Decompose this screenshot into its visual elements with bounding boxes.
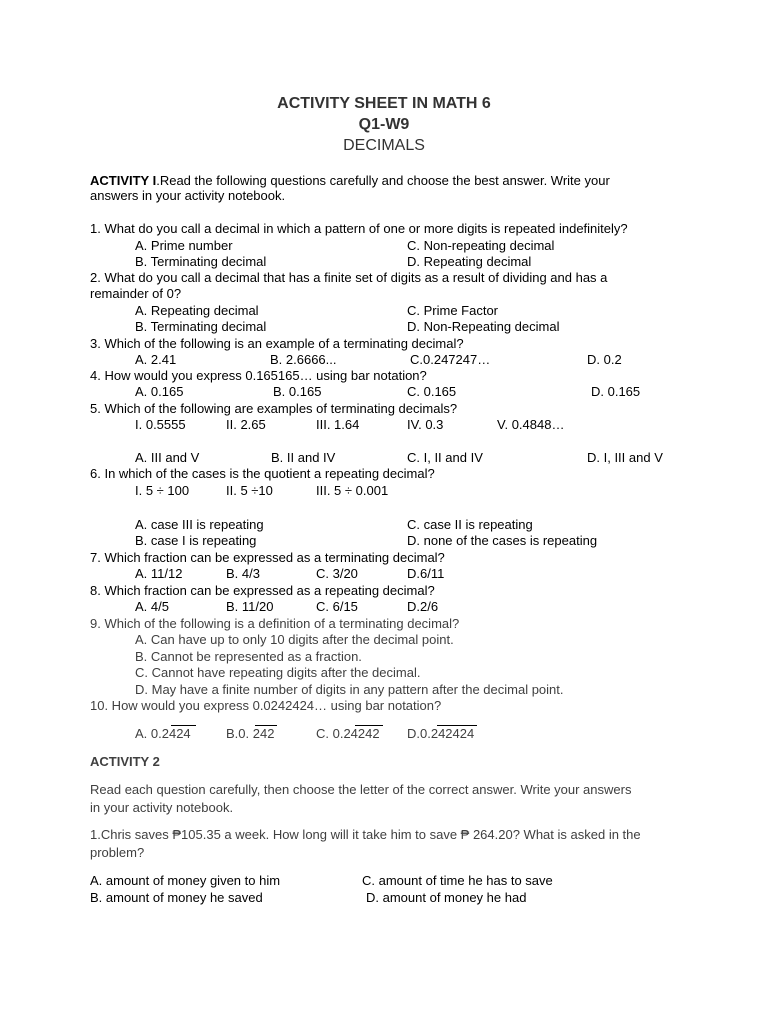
q2-text-line2: remainder of 0? [90,286,182,301]
q8-option-d: D.2/6 [407,599,439,614]
q10-option-a: A. 0.2424 [135,726,191,741]
q4-text: 4. How would you express 0.165165… using bar notation? [90,368,427,383]
q10-a-overbar [171,725,196,726]
q5-option-d: D. I, III and V [587,450,663,465]
activity1-instructions-line2: answers in your activity notebook. [90,188,286,203]
q6-text: 6. In which of the cases is the quotient a repeating decimal? [90,466,435,481]
q10-option-d: D.0.242424 [407,726,475,741]
q9-option-d: D. May have a finite number of digits in any pattern after the decimal point. [135,682,564,697]
activity2-q1-option-c: C. amount of time he has to save [362,873,553,888]
activity1-instructions: ACTIVITY I.Read the following questions carefully and choose the best answer. Write your [90,173,610,188]
q2-option-d: D. Non-Repeating decimal [407,319,560,334]
q8-option-b: B. 11/20 [226,599,274,614]
q2-text: 2. What do you call a decimal that has a finite set of digits as a result of dividing and has a [90,270,608,285]
q7-option-c: C. 3/20 [316,566,358,581]
q10-b-overbar [255,725,277,726]
q1-option-b: B. Terminating decimal [135,254,267,269]
q1-text: 1. What do you call a decimal in which a pattern of one or more digits is repeated indefinitely? [90,221,628,236]
q1-option-a: A. Prime number [135,238,233,253]
q4-option-a: A. 0.165 [135,384,184,399]
q5-option-c: C. I, II and IV [407,450,483,465]
q5-item-iv: IV. 0.3 [407,417,444,432]
q10-text: 10. How would you express 0.0242424… using bar notation? [90,698,442,713]
q5-option-b: B. II and IV [271,450,336,465]
q7-option-d: D.6/11 [407,566,445,581]
q8-text: 8. Which fraction can be expressed as a repeating decimal? [90,583,435,598]
sheet-code: Q1-W9 [358,116,410,133]
q10-option-c: C. 0.24242 [316,726,380,741]
q4-option-b: B. 0.165 [273,384,322,399]
q5-option-a: A. III and V [135,450,200,465]
q9-option-b: B. Cannot be represented as a fraction. [135,649,362,664]
q3-option-d: D. 0.2 [587,352,622,367]
q7-option-a: A. 11/12 [135,566,183,581]
q7-option-b: B. 4/3 [226,566,260,581]
q6-option-a: A. case III is repeating [135,517,264,532]
q5-item-v: V. 0.4848… [497,417,565,432]
q2-option-b: B. Terminating decimal [135,319,267,334]
activity2-q1-option-d: D. amount of money he had [366,890,527,905]
q5-item-iii: III. 1.64 [316,417,360,432]
q2-option-c: C. Prime Factor [407,303,499,318]
q5-item-ii: II. 2.65 [226,417,266,432]
q10-c-overbar [355,725,383,726]
q2-option-a: A. Repeating decimal [135,303,259,318]
sheet-topic: DECIMALS [343,137,425,154]
q3-option-b: B. 2.6666... [270,352,337,367]
q9-text: 9. Which of the following is a definition of a terminating decimal? [90,616,460,631]
q10-option-b: B.0. 242 [226,726,275,741]
q7-text: 7. Which fraction can be expressed as a terminating decimal? [90,550,445,565]
q3-text: 3. Which of the following is an example of a terminating decimal? [90,336,464,351]
q4-option-d: D. 0.165 [591,384,641,399]
activity1-label: ACTIVITY I [90,173,157,188]
q6-option-b: B. case I is repeating [135,533,257,548]
q6-option-d: D. none of the cases is repeating [407,533,598,548]
q6-case-i: I. 5 ÷ 100 [135,483,190,498]
q10-d-overbar [437,725,477,726]
q9-option-c: C. Cannot have repeating digits after the decimal. [135,665,421,680]
q3-option-c: C.0.247247… [410,352,491,367]
q6-option-c: C. case II is repeating [407,517,533,532]
q3-option-a: A. 2.41 [135,352,177,367]
activity2-q1-option-a: A. amount of money given to him [90,873,281,888]
q9-option-a: A. Can have up to only 10 digits after the decimal point. [135,632,454,647]
activity2-q1-text-line2: problem? [90,845,145,860]
activity2-label: ACTIVITY 2 [90,754,160,769]
sheet-title: ACTIVITY SHEET IN MATH 6 [277,95,491,112]
q1-option-d: D. Repeating decimal [407,254,532,269]
q6-case-ii: II. 5 ÷10 [226,483,273,498]
q6-case-iii: III. 5 ÷ 0.001 [316,483,389,498]
q4-option-c: C. 0.165 [407,384,457,399]
activity2-instructions-line2: in your activity notebook. [90,800,234,815]
q5-item-i: I. 0.5555 [135,417,186,432]
q5-text: 5. Which of the following are examples of terminating decimals? [90,401,458,416]
activity2-q1-option-b: B. amount of money he saved [90,890,263,905]
q1-option-c: C. Non-repeating decimal [407,238,555,253]
q8-option-c: C. 6/15 [316,599,358,614]
activity2-instructions: Read each question carefully, then choose the letter of the correct answer. Write your answers [90,782,632,797]
q8-option-a: A. 4/5 [135,599,169,614]
activity2-q1-text: 1.Chris saves ₱105.35 a week. How long will it take him to save ₱ 264.20? What is asked in the [90,827,641,842]
